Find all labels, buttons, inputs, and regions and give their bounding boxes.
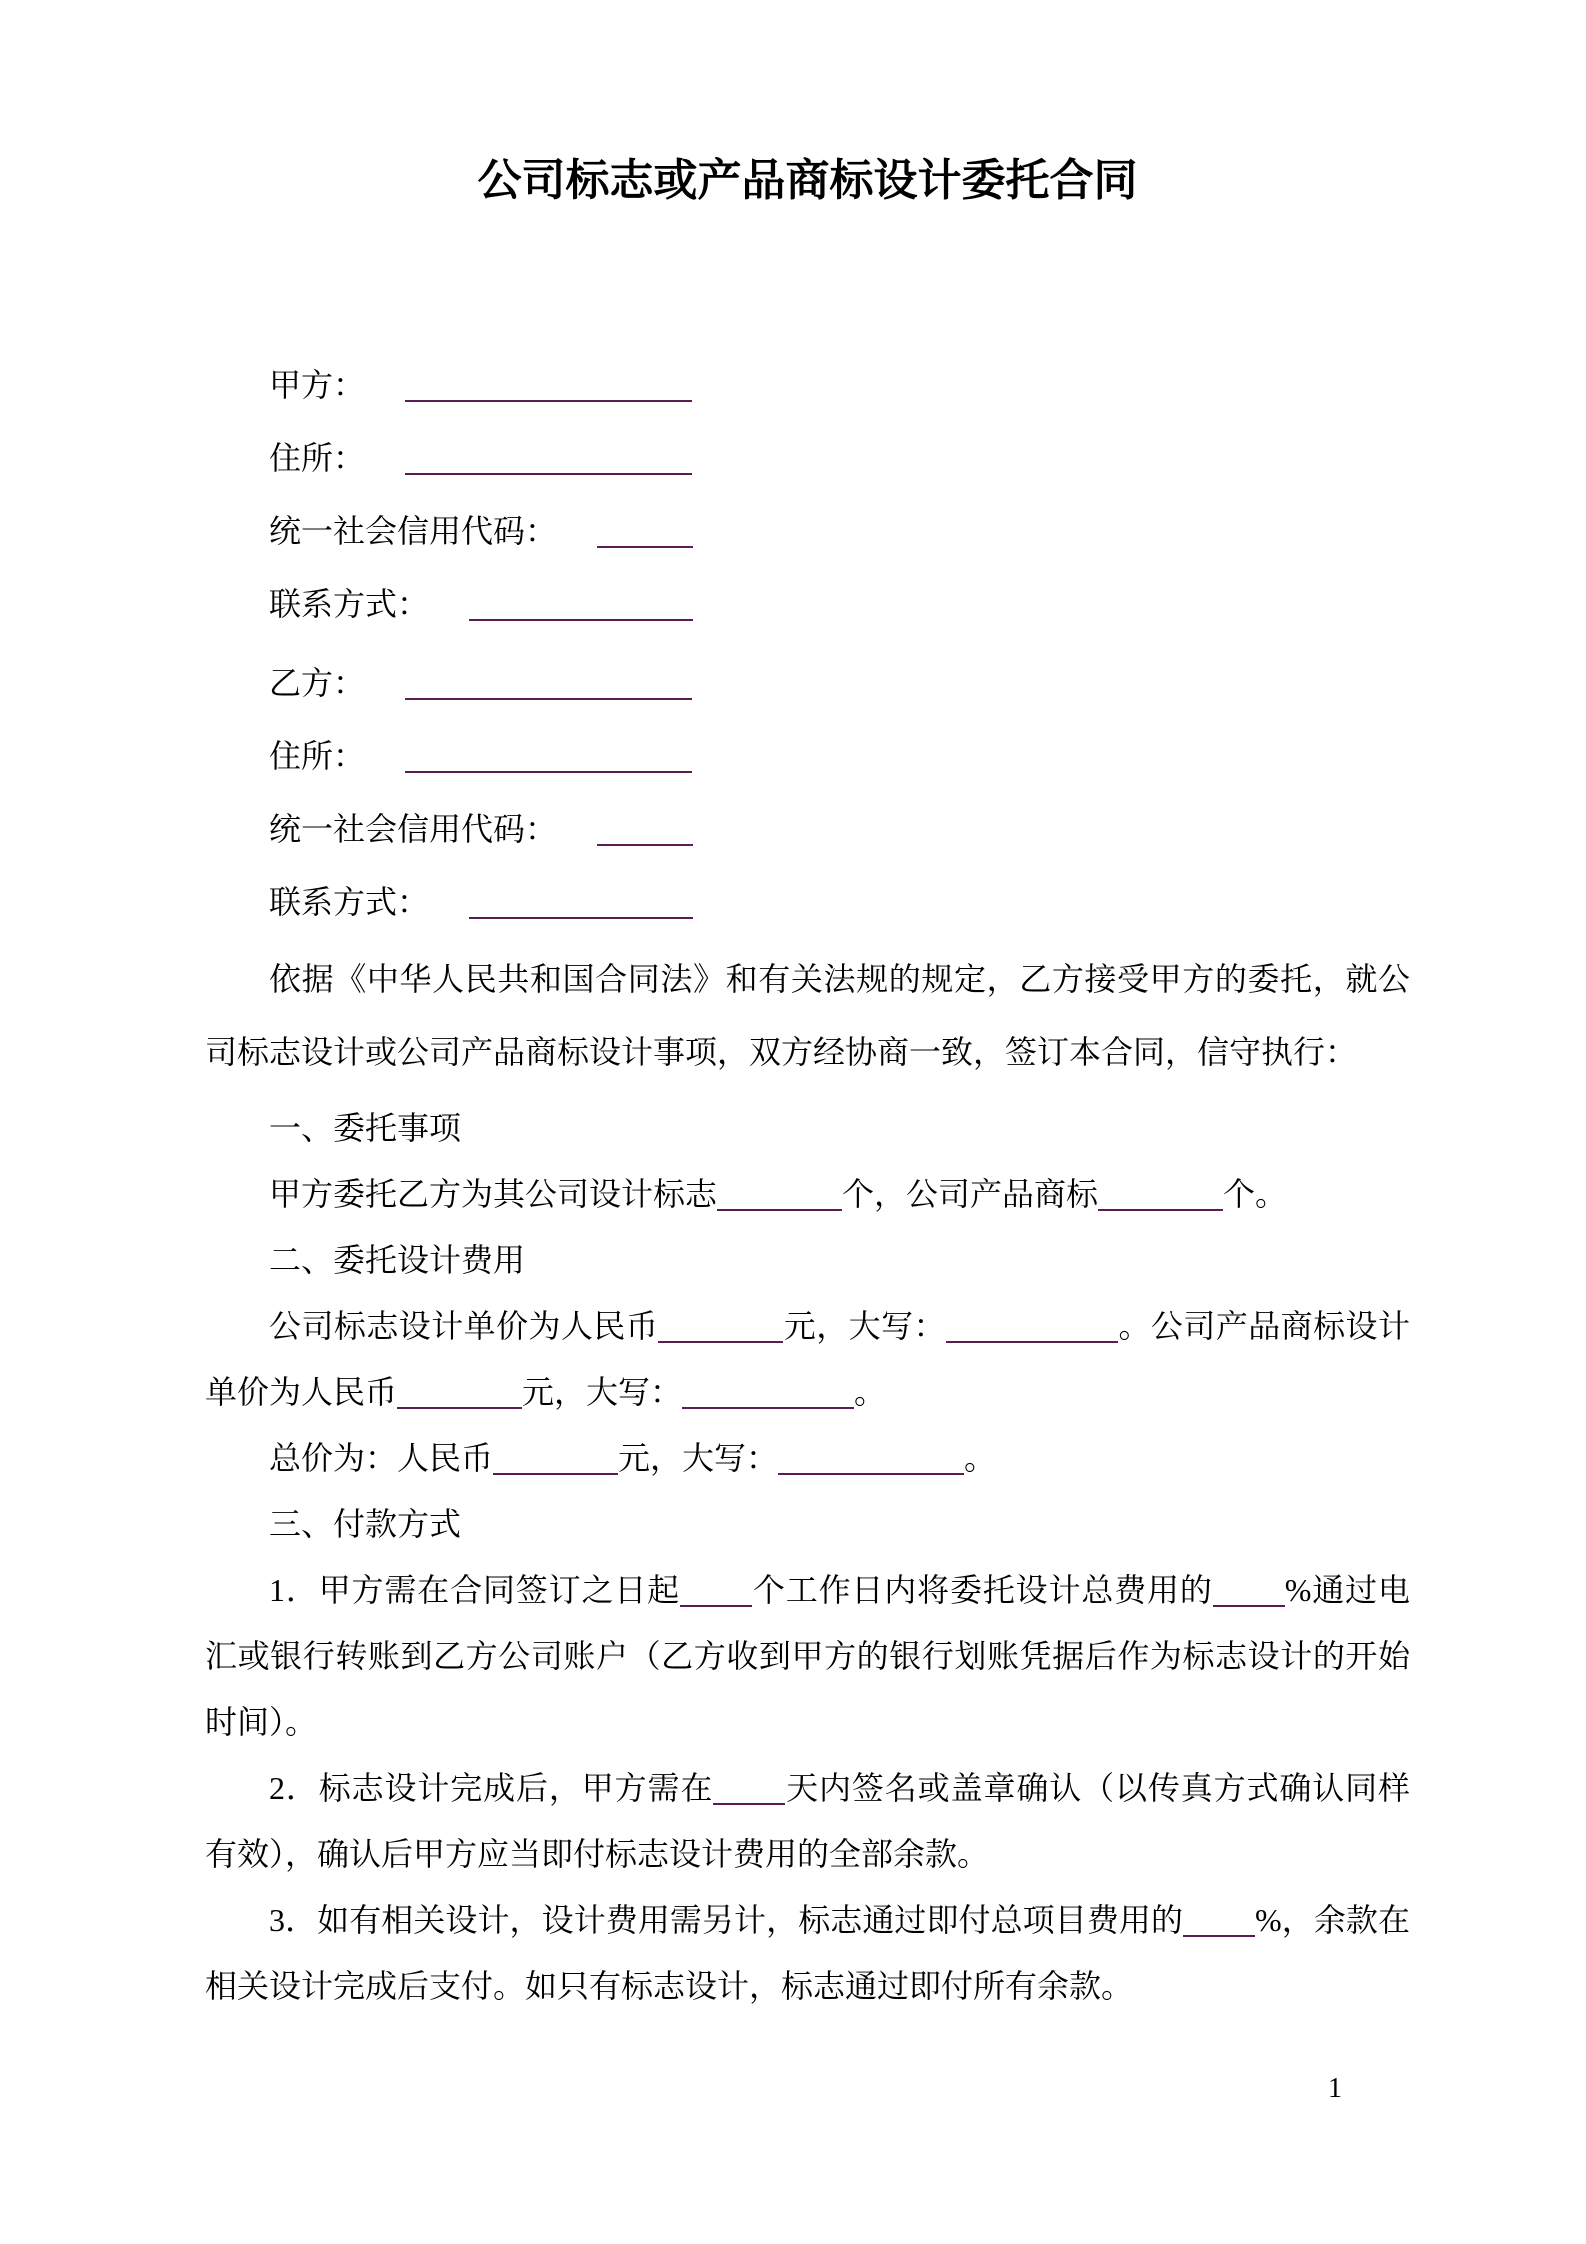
- fill-in-blank[interactable]: [713, 1803, 785, 1805]
- text-run: %通过电汇或银行转账到乙方公司账户（乙方收到甲方的银行划账凭据后作为标志设计的开始时间）。: [205, 1572, 1410, 1740]
- text-run: 。公司产品商标设计单价为人民币: [205, 1308, 1410, 1410]
- field-row: [205, 720, 1410, 793]
- text-run: 个。: [1223, 1176, 1288, 1212]
- field-label: 统一社会信用代码：: [269, 513, 558, 549]
- field-row: [205, 495, 1410, 568]
- party-b-fields: [205, 647, 1410, 939]
- fill-in-blank[interactable]: [397, 1407, 522, 1409]
- field-label: 联系方式：: [269, 884, 430, 920]
- fill-in-blank[interactable]: [405, 400, 692, 402]
- fill-in-blank[interactable]: [469, 917, 693, 919]
- contract-paragraph: [205, 1293, 1410, 1425]
- text-run: 1．甲方需在合同签订之日起: [269, 1572, 681, 1608]
- fill-in-blank[interactable]: [469, 619, 693, 621]
- text-run: 元，大写：: [618, 1440, 779, 1476]
- text-run: 。: [964, 1440, 997, 1476]
- contract-paragraph: [205, 1425, 1410, 1491]
- fill-in-blank[interactable]: [946, 1341, 1118, 1343]
- field-label: 统一社会信用代码：: [269, 811, 558, 847]
- text-run: 3．如有相关设计，设计费用需另计，标志通过即付总项目费用的: [269, 1902, 1184, 1938]
- field-label: 住所：: [269, 738, 366, 774]
- field-row: [205, 647, 1410, 720]
- field-row: [205, 422, 1410, 495]
- contract-paragraph: [205, 1557, 1410, 1755]
- contract-sections: [205, 1095, 1410, 2019]
- contract-paragraph: [205, 1161, 1410, 1227]
- field-row: [205, 793, 1410, 866]
- text-run: 公司标志设计单价为人民币: [269, 1308, 659, 1344]
- fill-in-blank[interactable]: [597, 844, 693, 846]
- fill-in-blank[interactable]: [405, 473, 692, 475]
- intro-paragraph: 依据《中华人民共和国合同法》和有关法规的规定，乙方接受甲方的委托，就公司标志设计或公司产品商标设计事项，双方经协商一致，签订本合同，信守执行：: [205, 961, 1410, 1070]
- section-heading: 一、委托事项: [269, 1110, 462, 1146]
- fill-in-blank[interactable]: [1183, 1935, 1255, 1937]
- fill-in-blank[interactable]: [658, 1341, 783, 1343]
- contract-paragraph: [205, 1755, 1410, 1887]
- text-run: 。: [854, 1374, 887, 1410]
- contract-title: 公司标志或产品商标设计委托合同: [477, 156, 1138, 205]
- fill-in-blank[interactable]: [405, 698, 692, 700]
- text-run: 个工作日内将委托设计总费用的: [752, 1572, 1213, 1608]
- field-row: [205, 349, 1410, 422]
- field-label: 住所：: [269, 440, 366, 476]
- field-label: 甲方：: [269, 367, 366, 403]
- page-number: 1: [1328, 2073, 1342, 2104]
- fill-in-blank[interactable]: [717, 1209, 842, 1211]
- field-label: 乙方：: [269, 665, 366, 701]
- fill-in-blank[interactable]: [597, 546, 693, 548]
- text-run: 天内签名或盖章确认（以传真方式确认同样有效），确认后甲方应当即付标志设计费用的全部余款。: [205, 1770, 1410, 1872]
- text-run: 元，大写：: [522, 1374, 683, 1410]
- field-row: [205, 568, 1410, 641]
- section-heading: 二、委托设计费用: [269, 1242, 526, 1278]
- fill-in-blank[interactable]: [680, 1605, 752, 1607]
- fill-in-blank[interactable]: [682, 1407, 854, 1409]
- text-run: 2．标志设计完成后，甲方需在: [269, 1770, 714, 1806]
- text-run: 总价为：人民币: [269, 1440, 494, 1476]
- contract-paragraph: [205, 1887, 1410, 2019]
- field-label: 联系方式：: [269, 586, 430, 622]
- text-run: 个，公司产品商标: [842, 1176, 1099, 1212]
- section-heading: 三、付款方式: [269, 1506, 462, 1542]
- fill-in-blank[interactable]: [778, 1473, 964, 1475]
- text-run: 元，大写：: [783, 1308, 946, 1344]
- fill-in-blank[interactable]: [1098, 1209, 1223, 1211]
- text-run: %，余款在相关设计完成后支付。如只有标志设计，标志通过即付所有余款。: [205, 1902, 1410, 2004]
- fill-in-blank[interactable]: [405, 771, 692, 773]
- fill-in-blank[interactable]: [1213, 1605, 1285, 1607]
- text-run: 甲方委托乙方为其公司设计标志: [269, 1176, 718, 1212]
- party-a-fields: [205, 349, 1410, 641]
- fill-in-blank[interactable]: [493, 1473, 618, 1475]
- field-row: [205, 866, 1410, 939]
